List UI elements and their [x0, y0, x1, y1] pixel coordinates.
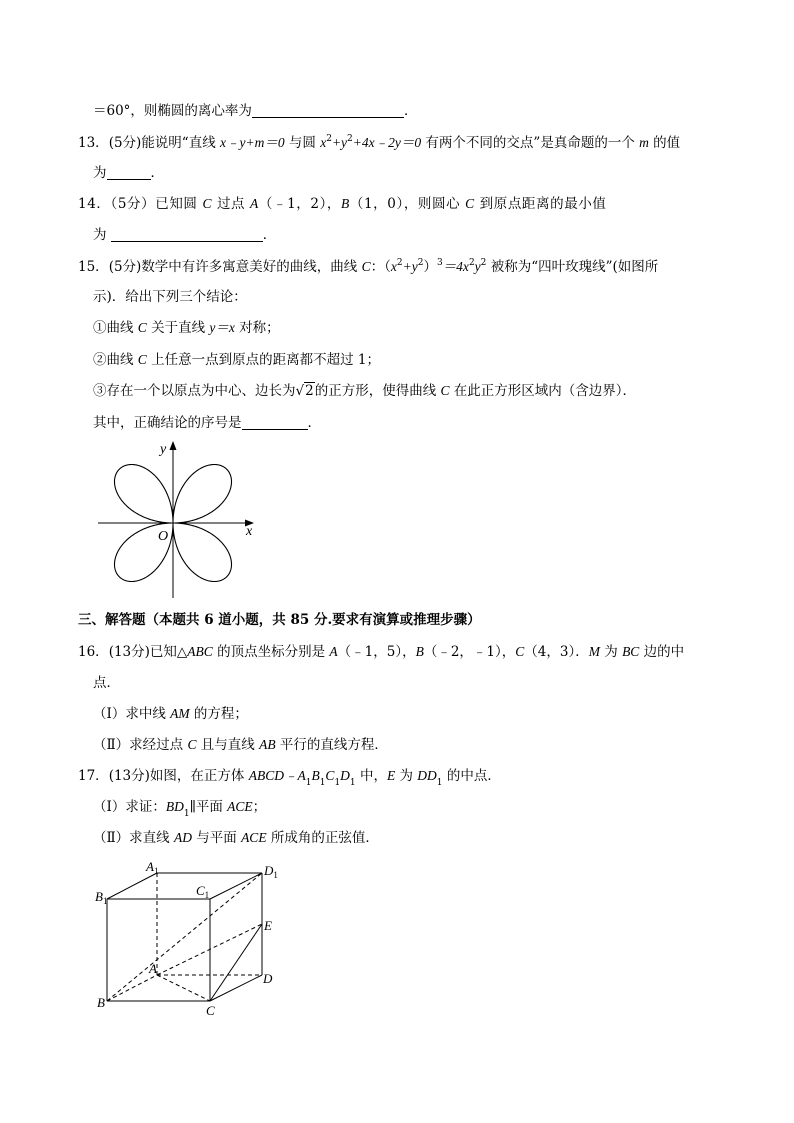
edge-b-a-hidden	[107, 975, 157, 1001]
cube-figure	[90, 855, 290, 1020]
section-3-title: 三、解答题（本题共 6 道小题，共 85 分.要求有演算或推理步骤）	[78, 612, 481, 628]
q17-part-i: （Ⅰ）求证：$BD_1\parallel$平面 ACE；	[93, 799, 267, 819]
q17-line1: 17．(13分)如图，在正方体 $ABCD﹣A_1B_1C_1D_1$ 中，E 为 $DD_1$ 的中点．	[78, 768, 501, 788]
q16-part-ii: （Ⅱ）求经过点 C 且与直线 AB 平行的直线方程．	[93, 737, 388, 753]
q13-line1: 13．(5分)能说明“直线 x﹣y+m＝0 与圆 $x^2+y^2+4x﹣2y=0$ 有两个不同的交点”是真命题的一个 m 的值	[78, 133, 681, 151]
rose-curve-figure	[92, 436, 262, 602]
x-axis-label: x	[246, 524, 253, 539]
q12-tail: ＝60°，则椭圆的离心率为 ．	[93, 103, 418, 119]
q15-answer-blank[interactable]	[242, 415, 308, 430]
segment-a-c-hidden	[157, 975, 210, 1001]
q15-conclusion-3: ③存在一个以原点为中心、边长为√2的正方形，使得曲线 C 在此正方形区域内（含边界）．	[93, 383, 637, 399]
q15-conclusion-1: ①曲线 C 关于直线 y＝x 对称；	[93, 320, 280, 336]
edge-c-d	[210, 975, 262, 1001]
diagonal-b-d1-hidden	[107, 873, 262, 1001]
label-a1: $A_1$	[146, 859, 159, 876]
q17-part-ii: （Ⅱ）求直线 AD 与平面 ACE 所成角的正弦值．	[93, 830, 379, 846]
q16-part-i: （Ⅰ）求中线 AM 的方程；	[93, 706, 248, 722]
q16-line2: 点．	[93, 675, 120, 691]
q15-line1: 15．(5分)数学中有许多寓意美好的曲线，曲线 C：$(x^2+y^2)^3=4x^2y^2$ 被称为“四叶玫瑰线”(如图所	[78, 257, 659, 275]
q14-line1: 14．（5分）已知圆 C 过点 A（﹣1，2），B（1，0），则圆心 C 到原点距离的最小值	[78, 196, 607, 212]
q14-line2: 为 ．	[93, 227, 277, 243]
sqrt-symbol: √2	[295, 383, 314, 399]
label-a: A	[149, 961, 157, 976]
label-d1: $D_1$	[264, 863, 278, 880]
edge-c1-d1	[210, 873, 262, 899]
label-b1: $B_1$	[95, 889, 108, 906]
q12-answer-blank[interactable]	[252, 103, 404, 118]
q16-line1: 16．(13分)已知△ABC 的顶点坐标分别是 A（﹣1，5），B（﹣2，﹣1），C（4，3）．M 为 BC 边的中	[78, 644, 685, 660]
y-axis-arrow	[170, 441, 177, 450]
label-c1: $C_1$	[196, 883, 210, 900]
segment-c-e	[210, 924, 262, 1001]
q13-answer-blank[interactable]	[107, 165, 151, 180]
label-e: E	[264, 918, 272, 933]
y-axis-label: y	[160, 442, 167, 457]
q15-answer-line: 其中，正确结论的序号是 ．	[93, 415, 321, 431]
q15-conclusion-2: ②曲线 C 上任意一点到原点的距离都不超过 1；	[93, 352, 380, 368]
q15-line2: 示)．给出下列三个结论：	[93, 289, 247, 305]
label-c: C	[206, 1003, 215, 1018]
q13-line2: 为 ．	[93, 165, 164, 181]
label-d: D	[263, 971, 273, 986]
edge-b1-a1	[107, 873, 157, 899]
label-b: B	[97, 995, 105, 1010]
origin-label: O	[158, 529, 169, 544]
q14-answer-blank[interactable]	[111, 227, 263, 242]
